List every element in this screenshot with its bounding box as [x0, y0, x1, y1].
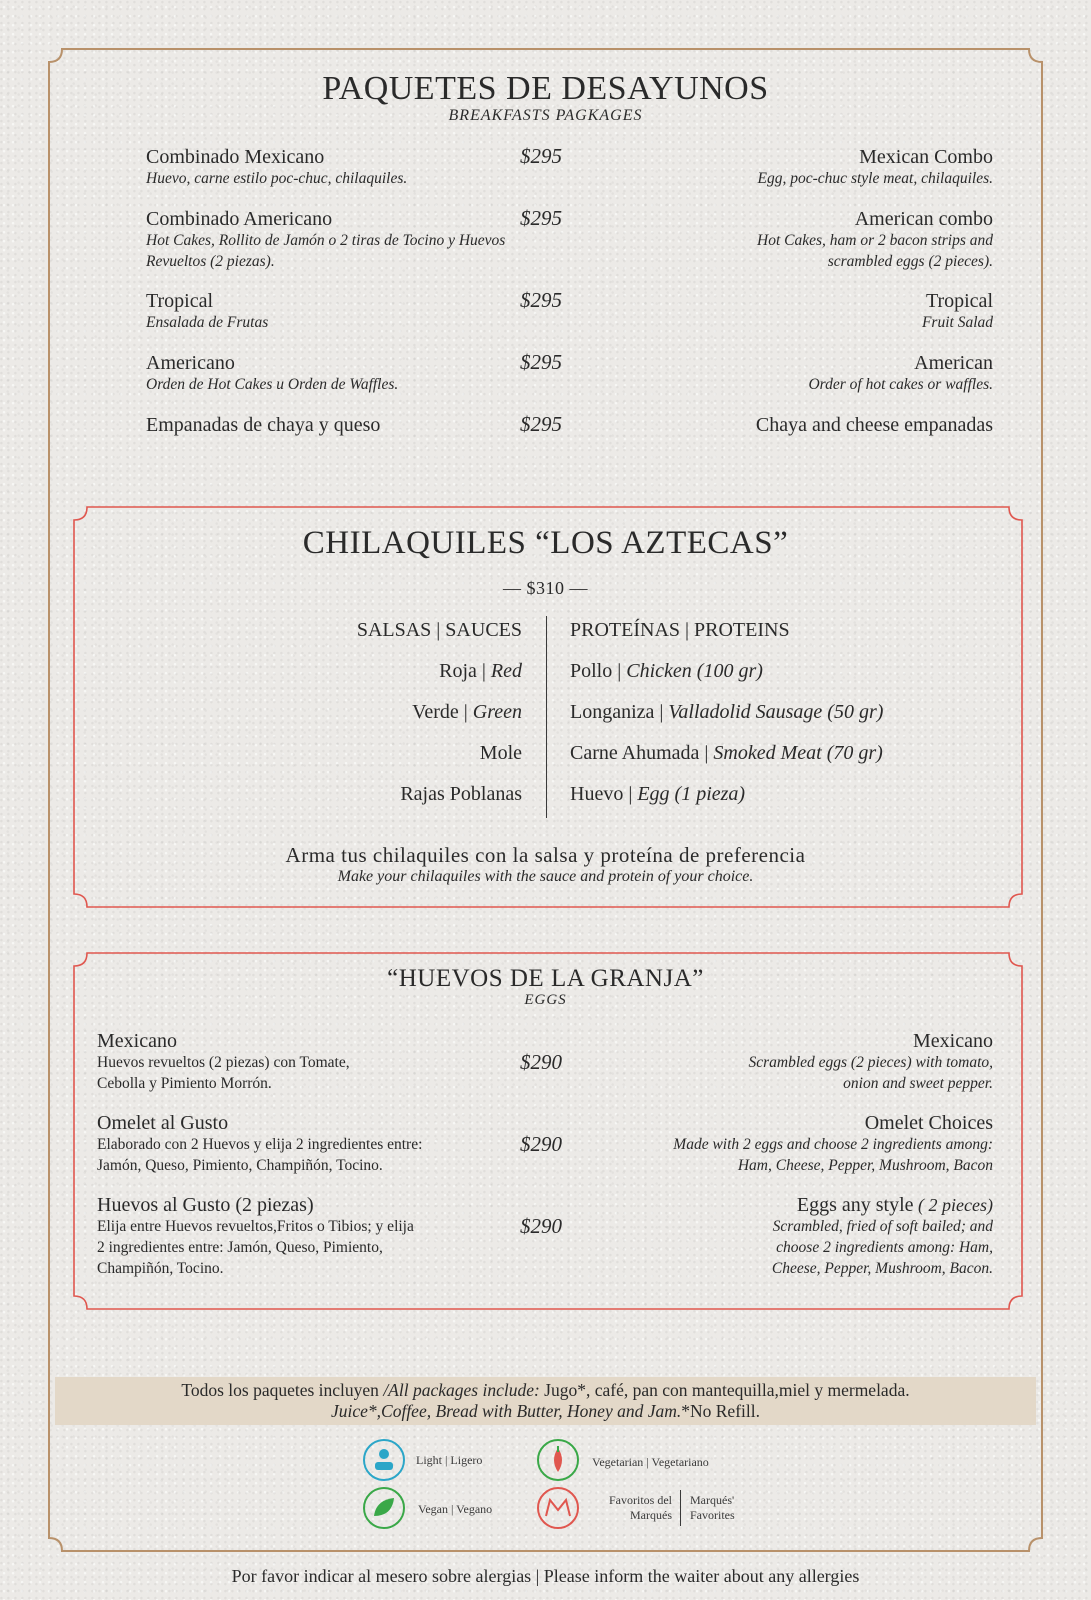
- item-name: American combo: [854, 208, 993, 230]
- item-desc: Order of hot cakes or waffles.: [808, 376, 993, 393]
- eggs-item-en: Mexicano Scrambled eggs (2 pieces) with tomato, onion and sweet pepper.: [620, 1030, 993, 1094]
- item-desc: Ensalada de Frutas: [146, 314, 269, 331]
- proteins-header: PROTEÍNAS | PROTEINS: [570, 619, 790, 641]
- item-desc: Hot Cakes, ham or 2 bacon strips and scrambled eggs (2 pieces).: [757, 232, 993, 270]
- breakfast-item-en: [620, 414, 993, 436]
- sauce-item: Mole: [479, 742, 522, 764]
- eggs-item-en: Eggs any style ( 2 pieces) Scrambled, fried of soft bailed; and choose 2 ingredients among: Ham, Cheese, Pepper, Mushroom, Bacon.: [620, 1194, 993, 1279]
- protein-item: Pollo | Chicken (100 gr): [570, 660, 763, 682]
- legend-vegetarian: Vegetarian | Vegetariano: [592, 1455, 709, 1469]
- eggs-item-es: Mexicano Huevos revueltos (2 piezas) con Tomate, Cebolla y Pimiento Morrón.: [97, 1030, 517, 1094]
- item-desc: Huevo, carne estilo poc-chuc, chilaquiles.: [146, 170, 408, 187]
- chilaquiles-note-en: Make your chilaquiles with the sauce and protein of your choice.: [337, 868, 754, 885]
- item-name: Mexicano: [97, 1030, 177, 1052]
- legend-vegan: Vegan | Vegano: [418, 1502, 493, 1516]
- vegetarian-icon: [536, 1438, 580, 1482]
- eggs-title: “HUEVOS DE LA GRANJA”: [387, 965, 704, 992]
- item-name: Mexicano: [913, 1030, 993, 1052]
- item-price: $295: [520, 144, 562, 168]
- breakfast-item-en: [725, 208, 993, 272]
- eggs-item-es: Huevos al Gusto (2 piezas) Elija entre Huevos revueltos,Fritos o Tibios; y elija 2 ingredientes entre: Jamón, Queso, Pimiento, Champiñón, Tocino.: [97, 1194, 517, 1279]
- breakfast-item-en: [620, 352, 993, 395]
- item-name: Eggs any style ( 2 pieces): [796, 1194, 993, 1216]
- item-name: Mexican Combo: [859, 146, 993, 168]
- breakfast-item-en: [620, 290, 993, 333]
- item-price: $290: [520, 1132, 562, 1156]
- item-name: Americano: [146, 352, 235, 374]
- sauce-item: Verde | Green: [412, 701, 522, 723]
- sauce-item: Rajas Poblanas: [400, 783, 522, 805]
- eggs-item-en: Omelet Choices Made with 2 eggs and choose 2 ingredients among: Ham, Cheese, Pepper, Mushroom, Bacon: [600, 1112, 993, 1176]
- item-price: $295: [520, 206, 562, 230]
- item-name: American: [914, 352, 993, 374]
- item-name: Omelet al Gusto: [97, 1112, 229, 1134]
- breakfast-item-es: [146, 208, 506, 272]
- legend-favorites-en: Marqués' Favorites: [690, 1493, 735, 1522]
- column-divider: [546, 616, 547, 818]
- chilaquiles-price: — $310 —: [503, 578, 588, 598]
- chilaquiles-note-es: Arma tus chilaquiles con la salsa y proteína de preferencia: [285, 843, 806, 867]
- item-name: Huevos al Gusto (2 piezas): [97, 1194, 314, 1216]
- item-price: $290: [520, 1050, 562, 1074]
- item-name: Combinado Mexicano: [146, 146, 325, 168]
- item-desc: Hot Cakes, Rollito de Jamón o 2 tiras de Tocino y Huevos Revueltos (2 piezas).: [146, 232, 506, 270]
- item-name: Combinado Americano: [146, 208, 333, 230]
- sauces-header: SALSAS | SAUCES: [356, 619, 522, 641]
- sauce-item: Roja | Red: [439, 660, 522, 682]
- item-desc: Fruit Salad: [921, 314, 993, 331]
- vegan-icon: [362, 1486, 406, 1530]
- protein-item: Huevo | Egg (1 pieza): [570, 783, 746, 805]
- breakfast-subtitle: BREAKFASTS PAGKAGES: [448, 107, 643, 124]
- item-desc: Orden de Hot Cakes u Orden de Waffles.: [146, 376, 399, 393]
- item-name: Omelet Choices: [864, 1112, 993, 1134]
- item-price: $290: [520, 1214, 562, 1238]
- legend-light: Light | Ligero: [416, 1453, 483, 1467]
- breakfast-item-es: [146, 146, 476, 189]
- chilaquiles-title: CHILAQUILES “LOS AZTECAS”: [302, 525, 789, 561]
- allergy-note: Por favor indicar al mesero sobre alergias | Please inform the waiter about any allergies: [231, 1566, 860, 1586]
- item-name: Tropical: [925, 290, 993, 312]
- breakfast-item-es: [146, 352, 476, 395]
- item-name: Tropical: [146, 290, 214, 312]
- includes-text: Todos los paquetes incluyen /All packages include: Jugo*, café, pan con mantequilla,miel y mermelada. Juice*,Coffee, Bread with Butter, Honey and Jam.*No Refill.: [181, 1380, 910, 1421]
- eggs-item-es: Omelet al Gusto Elaborado con 2 Huevos y elija 2 ingredientes entre: Jamón, Queso, Pimiento, Champiñón, Tocino.: [97, 1112, 517, 1176]
- item-price: $295: [520, 288, 562, 312]
- breakfast-item-es: [146, 414, 476, 436]
- item-price: $295: [520, 412, 562, 436]
- breakfast-item-es: [146, 290, 476, 333]
- light-icon: [362, 1438, 406, 1482]
- item-price: $295: [520, 350, 562, 374]
- marques-favorites-icon: [536, 1486, 580, 1530]
- item-name: Empanadas de chaya y queso: [146, 414, 381, 436]
- item-name: Chaya and cheese empanadas: [755, 414, 993, 436]
- item-desc: Egg, poc-chuc style meat, chilaquiles.: [757, 170, 993, 187]
- legend-divider: [680, 1490, 681, 1526]
- breakfast-item-en: [620, 146, 993, 189]
- breakfast-title: PAQUETES DE DESAYUNOS: [322, 70, 769, 107]
- protein-item: Longaniza | Valladolid Sausage (50 gr): [570, 701, 884, 723]
- protein-item: Carne Ahumada | Smoked Meat (70 gr): [570, 742, 883, 764]
- eggs-subtitle: EGGS: [524, 992, 567, 1008]
- legend-favorites-es: Favoritos del Marqués: [609, 1493, 672, 1522]
